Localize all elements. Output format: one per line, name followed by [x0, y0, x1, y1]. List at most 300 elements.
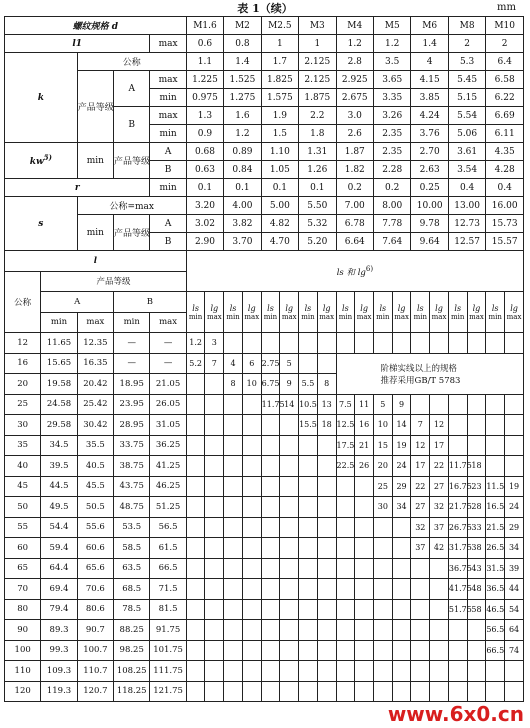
dimensions-table	[4, 16, 524, 702]
l-A-min: 89.3	[41, 620, 77, 641]
sub-kind: max	[431, 312, 447, 321]
ls-lg-value	[224, 333, 243, 354]
k-nominal-cell: 3.5	[373, 53, 410, 71]
ls-lg-value: 15.5	[299, 415, 318, 436]
ls-lg-value: 64	[505, 620, 524, 641]
ls-lg-value	[411, 579, 430, 600]
kw-A-cell: 1.10	[261, 143, 298, 161]
sub-header-lg	[430, 292, 449, 333]
k-B-min-cell: 1.5	[261, 125, 298, 143]
l-nominal: 50	[5, 497, 41, 518]
ls-lg-value: 7	[205, 353, 224, 374]
ls-lg-value	[467, 394, 486, 415]
ls-lg-value: 48	[467, 579, 486, 600]
kw-kind: min	[77, 143, 113, 179]
l-A-max: 100.7	[77, 640, 113, 661]
ls-lg-value	[299, 333, 318, 354]
ls-lg-value	[373, 620, 392, 641]
l-A-max: 25.42	[77, 394, 113, 415]
l-A-min: 34.5	[41, 435, 77, 456]
k-A-max-cell: 1.525	[224, 71, 261, 89]
l-B-max: 121.75	[150, 681, 186, 702]
ls-lg-value: 5	[373, 394, 392, 415]
s-A-cell: 9.78	[411, 215, 448, 233]
ls-lg-value	[280, 620, 299, 641]
l-B-max: 66.5	[150, 558, 186, 579]
kw-grade-A: A	[150, 143, 186, 161]
k-nominal-cell: 6.4	[486, 53, 524, 71]
l-A-min: 11.65	[41, 333, 77, 354]
l-A-max: 120.7	[77, 681, 113, 702]
ls-lg-value: 39	[505, 558, 524, 579]
sub-kind: max	[244, 312, 260, 321]
ls-lg-value: 10.5	[299, 394, 318, 415]
k-B-min-cell: 2.35	[373, 125, 410, 143]
ls-lg-value: 9	[392, 394, 411, 415]
ls-lg-value: 26.75	[448, 517, 467, 538]
kw-B-cell: 0.63	[186, 161, 223, 179]
k-nominal-cell: 2.8	[336, 53, 373, 71]
ls-lg-value	[242, 620, 261, 641]
sub-symbol: ls	[454, 303, 462, 313]
l-nominal: 90	[5, 620, 41, 641]
s-nominal-cell: 5.00	[261, 197, 298, 215]
ls-lg-value: 16	[355, 415, 374, 436]
l-A-min: 19.58	[41, 374, 77, 395]
r-cell: 0.1	[299, 179, 336, 197]
sub-header-ls	[186, 292, 205, 333]
ls-lg-value: 13	[317, 394, 336, 415]
k-grade-B: B	[114, 107, 150, 143]
ls-lg-value	[448, 415, 467, 436]
ls-lg-value	[280, 538, 299, 559]
s-nominal-cell: 3.20	[186, 197, 223, 215]
ls-lg-value: 17	[411, 456, 430, 477]
k-A-min-cell: 3.35	[373, 89, 410, 107]
ls-lg-value	[186, 640, 205, 661]
l-A-min: 59.4	[41, 538, 77, 559]
kw-A-cell: 4.35	[486, 143, 524, 161]
ls-lg-value: 29	[505, 517, 524, 538]
ls-lg-value	[317, 661, 336, 682]
ls-lg-value: 5	[280, 353, 299, 374]
k-nominal-cell: 1.7	[261, 53, 298, 71]
l1-cell: 1	[299, 35, 336, 53]
s-B-cell: 12.57	[448, 233, 485, 251]
l-B-max: 31.05	[150, 415, 186, 436]
ls-lg-value	[186, 435, 205, 456]
ls-lg-value	[299, 538, 318, 559]
ls-lg-value	[299, 435, 318, 456]
ls-lg-value	[486, 661, 505, 682]
k-A-max-cell: 5.45	[448, 71, 485, 89]
ls-lg-value	[336, 599, 355, 620]
watermark: www.6x0.cn	[387, 702, 524, 726]
ls-lg-value	[355, 517, 374, 538]
ls-lg-value	[411, 640, 430, 661]
l-A-min: 39.5	[41, 456, 77, 477]
l-A-min: 109.3	[41, 661, 77, 682]
ls-lg-value	[242, 558, 261, 579]
ls-lg-value: 26	[355, 456, 374, 477]
s-B-cell: 6.64	[336, 233, 373, 251]
l-B-max: 46.25	[150, 476, 186, 497]
l1-cell: 1	[261, 35, 298, 53]
ls-lg-value: 11.75	[261, 394, 280, 415]
sub-kind: max	[469, 312, 484, 321]
l-B-max: 71.5	[150, 579, 186, 600]
sub-kind: max	[206, 312, 222, 321]
sub-header-lg	[467, 292, 486, 333]
sub-symbol: lg	[435, 303, 443, 313]
ls-lg-value	[467, 620, 486, 641]
k-B-max-cell: 5.54	[448, 107, 485, 125]
ls-lg-value	[242, 476, 261, 497]
ls-lg-value: 26.5	[486, 538, 505, 559]
ls-lg-value	[355, 599, 374, 620]
k-A-min-cell: 5.15	[448, 89, 485, 107]
s-A-cell: 3.82	[224, 215, 261, 233]
kw-B-cell: 2.63	[411, 161, 448, 179]
k-label: k	[5, 53, 78, 143]
k-B-max-cell: 1.3	[186, 107, 223, 125]
k-B-min-cell: 0.9	[186, 125, 223, 143]
ls-lg-value	[299, 353, 318, 374]
ls-lg-value	[205, 415, 224, 436]
s-A-cell: 4.82	[261, 215, 298, 233]
ls-lg-value	[186, 599, 205, 620]
sub-header-lg	[280, 292, 299, 333]
ls-lg-value: 33	[467, 517, 486, 538]
ls-lg-value	[242, 599, 261, 620]
sub-kind: max	[506, 312, 522, 321]
ls-lg-value	[242, 517, 261, 538]
k-A-max-label: max	[150, 71, 186, 89]
l-B-max: 56.5	[150, 517, 186, 538]
l1-cell: 0.6	[186, 35, 223, 53]
l-B-max: 36.25	[150, 435, 186, 456]
l-A-max: 90.7	[77, 620, 113, 641]
s-A-cell: 15.73	[486, 215, 524, 233]
ls-lg-value	[186, 497, 205, 518]
ls-lg-value: 46.5	[486, 599, 505, 620]
ls-lg-value: 22	[430, 456, 449, 477]
sub-symbol: ls	[491, 303, 499, 313]
s-A-cell: 5.32	[299, 215, 336, 233]
ls-lg-value	[299, 640, 318, 661]
ls-lg-value	[317, 558, 336, 579]
ls-lg-value	[448, 333, 467, 354]
sub-kind: min	[376, 312, 390, 321]
l-B-min: 48.75	[114, 497, 150, 518]
ls-lg-value	[280, 476, 299, 497]
ls-lg-value: 14	[392, 415, 411, 436]
ls-lg-value	[280, 415, 299, 436]
ls-lg-value	[186, 579, 205, 600]
kw-B-cell: 2.28	[373, 161, 410, 179]
ls-lg-value	[261, 476, 280, 497]
ls-lg-value	[505, 394, 524, 415]
ls-lg-value	[242, 333, 261, 354]
s-B-cell: 2.90	[186, 233, 223, 251]
thread-size-cell: M2.5	[261, 17, 298, 35]
r-cell: 0.1	[186, 179, 223, 197]
l-A-min: 99.3	[41, 640, 77, 661]
ls-lg-value: 54	[505, 599, 524, 620]
l-B-min: —	[114, 333, 150, 354]
kw-B-cell: 1.82	[336, 161, 373, 179]
k-A-min-cell: 2.675	[336, 89, 373, 107]
ls-lg-value	[224, 435, 243, 456]
l-B-min: —	[114, 353, 150, 374]
s-A-cell: 12.73	[448, 215, 485, 233]
sub-header-lg	[392, 292, 411, 333]
sub-kind: min	[451, 312, 465, 321]
k-B-min-cell: 5.06	[448, 125, 485, 143]
kw-A-cell: 2.35	[373, 143, 410, 161]
table-row	[5, 681, 524, 702]
ls-lg-value	[336, 538, 355, 559]
l-B-min: 68.5	[114, 579, 150, 600]
l-nominal: 16	[5, 353, 41, 374]
ls-lg-value	[224, 538, 243, 559]
ls-lg-value	[280, 579, 299, 600]
sub-kind: min	[188, 312, 203, 321]
ls-lg-value: 21.75	[448, 497, 467, 518]
ls-lg-value: 34	[505, 538, 524, 559]
ls-lg-value	[411, 681, 430, 702]
table-row	[5, 476, 524, 497]
ls-lg-value	[373, 681, 392, 702]
ls-lg-value	[261, 456, 280, 477]
ls-lg-value	[336, 558, 355, 579]
l-B-min: 43.75	[114, 476, 150, 497]
l-A-max: 65.6	[77, 558, 113, 579]
ls-lg-value	[355, 497, 374, 518]
ls-lg-value: 17.5	[336, 435, 355, 456]
ls-lg-value	[261, 599, 280, 620]
sub-header-lg	[317, 292, 336, 333]
l-B-min: 28.95	[114, 415, 150, 436]
ls-lg-value	[280, 456, 299, 477]
l-grade-B: B	[114, 292, 187, 313]
k-B-max-cell: 1.6	[224, 107, 261, 125]
l-nominal-label: 公称	[5, 271, 41, 333]
ls-lg-value	[317, 333, 336, 354]
s-grade-B: B	[150, 233, 186, 251]
ls-lg-value	[505, 333, 524, 354]
ls-lg-value	[317, 681, 336, 702]
ls-lg-value	[242, 456, 261, 477]
ls-lg-label: ls 和 lg	[336, 267, 366, 278]
s-nominal-cell: 8.00	[373, 197, 410, 215]
table-row	[5, 599, 524, 620]
ls-lg-value	[299, 558, 318, 579]
ls-lg-value	[224, 661, 243, 682]
ls-lg-value	[261, 333, 280, 354]
l-A-min: 69.4	[41, 579, 77, 600]
ls-lg-value: 42	[430, 538, 449, 559]
l-B-max: 91.75	[150, 620, 186, 641]
k-B-max-cell: 3.0	[336, 107, 373, 125]
ls-lg-value	[299, 661, 318, 682]
l-A-max: 55.6	[77, 517, 113, 538]
ls-lg-value	[299, 497, 318, 518]
k-grade-label: 产品等级	[77, 71, 113, 143]
ls-lg-value: 24	[392, 456, 411, 477]
ls-lg-value: 37	[411, 538, 430, 559]
ls-lg-value	[336, 579, 355, 600]
sub-kind: min	[301, 312, 315, 321]
kw-grade-label: 产品等级	[114, 143, 150, 179]
ls-lg-value	[186, 620, 205, 641]
ls-lg-value	[224, 558, 243, 579]
l-nominal: 12	[5, 333, 41, 354]
ls-lg-value	[299, 456, 318, 477]
l-B-min: 88.25	[114, 620, 150, 641]
l-nominal: 120	[5, 681, 41, 702]
sub-symbol: ls	[342, 303, 349, 313]
kw-B-cell: 1.26	[299, 161, 336, 179]
r-cell: 0.2	[373, 179, 410, 197]
ls-lg-value	[336, 640, 355, 661]
k-B-max-cell: 2.2	[299, 107, 336, 125]
ls-lg-value	[224, 497, 243, 518]
l-B-min: 58.5	[114, 538, 150, 559]
l-A-max: 50.5	[77, 497, 113, 518]
ls-lg-value: 21.5	[486, 517, 505, 538]
table-row	[5, 394, 524, 415]
ls-lg-value	[205, 456, 224, 477]
ls-lg-value	[261, 558, 280, 579]
sub-header-lg	[205, 292, 224, 333]
k-B-max-cell: 4.24	[411, 107, 448, 125]
sub-symbol: ls	[192, 303, 199, 313]
ls-lg-value	[411, 558, 430, 579]
ls-lg-value	[205, 538, 224, 559]
ls-lg-footnote: 6)	[365, 264, 374, 273]
ls-lg-value	[448, 435, 467, 456]
ls-lg-value	[186, 517, 205, 538]
table-title: 表 1（续）	[237, 2, 293, 15]
ls-lg-value	[373, 640, 392, 661]
ls-lg-value	[224, 456, 243, 477]
ls-lg-value	[355, 661, 374, 682]
ls-lg-value	[317, 517, 336, 538]
ls-lg-value: 10	[373, 415, 392, 436]
ls-lg-value	[505, 456, 524, 477]
ls-lg-value: 27	[411, 497, 430, 518]
lower-section	[5, 251, 524, 702]
ls-lg-value	[467, 435, 486, 456]
ls-lg-value	[261, 620, 280, 641]
ls-lg-value: 38	[467, 538, 486, 559]
ls-lg-value	[317, 353, 336, 374]
ls-lg-value: 8	[224, 374, 243, 395]
l-A-max: 110.7	[77, 661, 113, 682]
l-B-min: 33.75	[114, 435, 150, 456]
kw-B-cell: 4.28	[486, 161, 524, 179]
l-nominal: 80	[5, 599, 41, 620]
l-nominal: 55	[5, 517, 41, 538]
kw-footnote: 5)	[43, 153, 52, 162]
k-B-max-label: max	[150, 107, 186, 125]
ls-lg-value	[486, 435, 505, 456]
ls-lg-value	[242, 579, 261, 600]
unit-label: mm	[497, 2, 516, 13]
ls-lg-value	[317, 640, 336, 661]
ls-lg-value	[392, 579, 411, 600]
table-row	[5, 497, 524, 518]
sub-kind: min	[263, 312, 278, 321]
ls-lg-value: 6.75	[261, 374, 280, 395]
ls-lg-value	[392, 661, 411, 682]
l-B-min: 108.25	[114, 661, 150, 682]
ls-lg-value	[205, 620, 224, 641]
l1-cell: 2	[486, 35, 524, 53]
sub-symbol: ls	[379, 303, 387, 313]
ls-lg-value	[299, 517, 318, 538]
k-A-min-cell: 6.22	[486, 89, 524, 107]
s-nominal-cell: 5.50	[299, 197, 336, 215]
ls-lg-value	[317, 579, 336, 600]
s-B-cell: 7.64	[373, 233, 410, 251]
s-B-cell: 5.20	[299, 233, 336, 251]
k-B-min-cell: 1.8	[299, 125, 336, 143]
s-B-cell: 9.64	[411, 233, 448, 251]
ls-lg-value: 5.2	[186, 353, 205, 374]
ls-lg-value	[373, 538, 392, 559]
l-A-max: 12.35	[77, 333, 113, 354]
ls-lg-value: 32	[430, 497, 449, 518]
l-nominal: 60	[5, 538, 41, 559]
s-nominal-cell: 4.00	[224, 197, 261, 215]
l-header: l	[5, 251, 187, 272]
ls-lg-value	[392, 538, 411, 559]
l-B-min: 63.5	[114, 558, 150, 579]
kw-B-cell: 3.54	[448, 161, 485, 179]
ls-lg-value	[448, 640, 467, 661]
l-B-max: 26.05	[150, 394, 186, 415]
k-nominal-cell: 1.1	[186, 53, 223, 71]
ls-lg-value: 56.5	[486, 620, 505, 641]
ls-lg-value: 58	[467, 599, 486, 620]
r-cell: 0.1	[224, 179, 261, 197]
ls-lg-value	[467, 333, 486, 354]
ls-lg-value	[280, 640, 299, 661]
ls-lg-value	[186, 415, 205, 436]
l-B-min-label: min	[114, 312, 150, 333]
k-A-max-cell: 2.925	[336, 71, 373, 89]
k-nominal-cell: 5.3	[448, 53, 485, 71]
ls-lg-value	[280, 435, 299, 456]
ls-lg-value	[448, 620, 467, 641]
ls-lg-value	[224, 620, 243, 641]
ls-lg-value	[280, 517, 299, 538]
l-A-min-label: min	[41, 312, 77, 333]
k-A-min-cell: 1.275	[224, 89, 261, 107]
thread-size-cell: M1.6	[186, 17, 223, 35]
k-B-min-label: min	[150, 125, 186, 143]
r-label: r	[5, 179, 150, 197]
l-nominal: 30	[5, 415, 41, 436]
ls-lg-value: 28	[467, 497, 486, 518]
s-min-label: min	[77, 215, 113, 251]
ls-lg-value: 22	[411, 476, 430, 497]
l-grade-label: 产品等级	[41, 271, 186, 292]
sub-header-lg	[242, 292, 261, 333]
ls-lg-value	[355, 333, 374, 354]
